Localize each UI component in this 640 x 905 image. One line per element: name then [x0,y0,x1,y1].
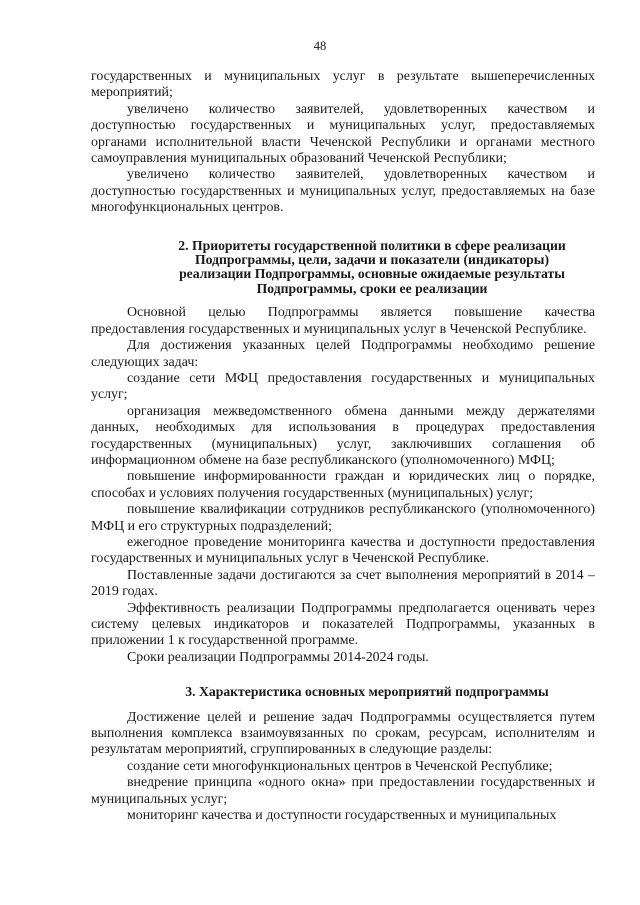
paragraph: Эффективность реализации Подпрограммы предполагается оценивать через систему целевых индикаторов и показателей Подпрограммы, указанных в приложении 1 к государственной программе. [91,600,595,649]
heading-line: Подпрограммы, сроки ее реализации [256,280,488,296]
heading-line: 3. Характеристика основных мероприятий подпрограммы [185,684,549,700]
paragraph: ежегодное проведение мониторинга качества и доступности предоставления государственных и муниципальных услуг в Чеченской Республике. [91,534,595,567]
section-2-heading [91,239,595,297]
paragraph: внедрение принципа «одного окна» при предоставлении государственных и муниципальных услуг; [91,775,595,807]
heading-line: реализации Подпрограммы, основные ожидаемые результаты [179,266,565,282]
page-number: 48 [313,39,327,53]
paragraph: создание сети МФЦ предоставления государственных и муниципальных услуг; [91,370,595,403]
paragraph: повышение информированности граждан и юридических лиц о порядке, способах и условиях получения государственных (муниципальных) услуг; [91,469,595,501]
paragraph: государственных и муниципальных услуг в результате вышеперечисленных мероприятий; [91,69,595,101]
paragraph: увеличено количество заявителей, удовлетворенных качеством и доступностью государственных и муниципальных услуг, предоставляемых органами исполнительной власти Чеченской Республики и органами местного самоуправления муниципальных образований Чеченской Республики; [91,101,595,167]
section-3-heading [91,685,595,699]
paragraph: мониторинг качества и доступности государственных и муниципальных [127,808,557,824]
paragraph: Достижение целей и решение задач Подпрограммы осуществляется путем выполнения комплекса взаимоувязанных по срокам, ресурсам, исполнителям и результатам мероприятий, сгруппированных в следующие разделы: [91,709,595,758]
paragraph: организация межведомственного обмена данными между держателями данных, необходимых для использования в процедурах предоставления государственных (муниципальных) услуг, заключивших соглашения об информационном обмене на базе республиканского (уполномоченного) МФЦ; [91,403,595,468]
paragraph: создание сети многофункциональных центров в Чеченской Республике; [127,758,553,774]
paragraph: повышение квалификации сотрудников республиканского (уполномоченного) МФЦ и его структурных подразделений; [91,502,595,534]
heading-line: Подпрограммы, цели, задачи и показатели (индикаторы) [194,252,550,268]
document-body [91,69,595,824]
paragraph: Сроки реализации Подпрограммы 2014-2024 годы. [127,649,429,665]
paragraph: Поставленные задачи достигаются за счет выполнения мероприятий в 2014 – 2019 годах. [91,567,595,600]
paragraph: увеличено количество заявителей, удовлетворенных качеством и доступностью государственных и муниципальных услуг, предоставляемых на базе многофункциональных центров. [91,167,595,216]
paragraph: Для достижения указанных целей Подпрограммы необходимо решение следующих задач: [91,338,595,370]
heading-line: 2. Приоритеты государственной политики в сфере реализации [178,237,566,253]
paragraph: Основной целью Подпрограммы является повышение качества предоставления государственных и муниципальных услуг в Чеченской Республике. [91,305,595,337]
